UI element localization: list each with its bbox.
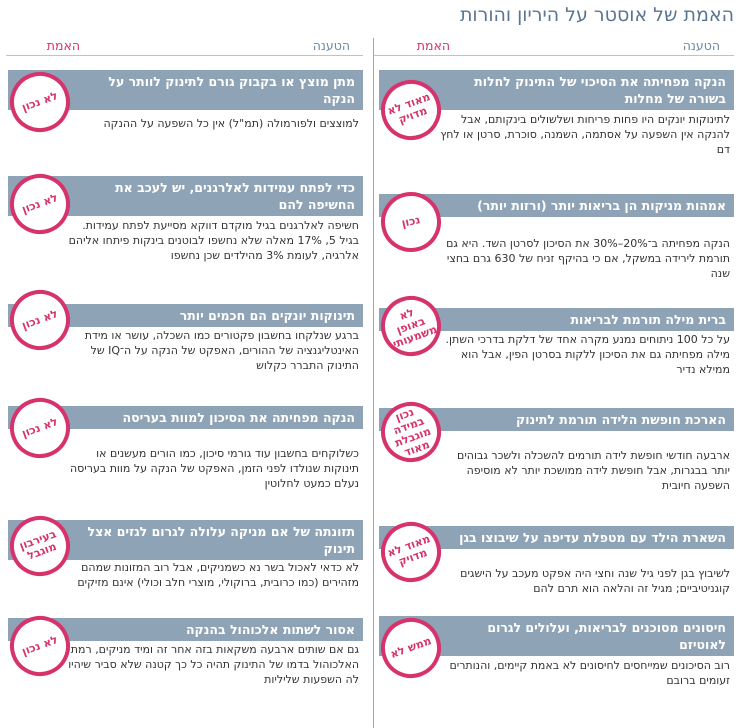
left-truth-header: האמת: [46, 38, 80, 53]
claim-item: [379, 64, 734, 174]
claim-explanation: ארבעה חודשי חופשת לידה תורמים להשכלה ולשכר גבוהים יותר בבגרות, אבל חופשת לידה ממושכת יותר לא מוסיפה השפעה חיובית: [457, 449, 730, 492]
claim-explanation: חשיפה לאלרגנים בגיל מוקדם דווקא מסייעת לפתח עמידות. בגיל 5, 17% מאלה שלא נחשפו לבוטנים בינקות פיתחו אליהם אלרגיה, לעומת 3% מהילדים שכן נחשפו: [68, 219, 359, 262]
left-header-rule: [6, 55, 363, 56]
claim-explanation: לתינוקות יונקים היו פחות פריחות ושלשולים בינקותם, אבל להנקה אין השפעה על אסתמה, השמנה, סוכרת, סרטן או לחץ דם: [440, 113, 730, 156]
claim-heading: הנקה מפחיתה את הסיכון למוות בעריסה: [8, 406, 363, 429]
claim-item: [8, 174, 363, 284]
right-column: [379, 64, 734, 724]
claim-item: [379, 614, 734, 724]
verdict-stamp: לא נכון: [2, 608, 79, 685]
claim-explanation: רוב הסיכונים שמייחסים לחיסונים לא באמת קיימים, והנותרים זעומים ברובם: [449, 659, 730, 687]
verdict-stamp: לא נכון: [2, 282, 79, 359]
claim-item: [8, 504, 363, 614]
claim-item: [379, 504, 734, 614]
claim-item: [379, 394, 734, 504]
verdict-stamp: לא נכון: [2, 166, 79, 243]
claim-explanation: גם אם שותים ארבעה משקאות בזה אחר זה ומיד מניקים, רמת האלכוהול בדמו של התינוק תהיה כל כך קטנה שלא סביר שיהיו לה השפעות שליליות: [68, 643, 359, 686]
claim-heading: אמהות מניקות הן בריאות יותר (ורזות יותר): [379, 194, 734, 217]
right-header-rule: [373, 55, 734, 56]
claim-item: [8, 394, 363, 504]
claim-explanation: ברגע שנלקחו בחשבון פקטורים כמו השכלה, עושר או מידת האינטליגנציה של ההורים, האפקט של הנקה על ה־IQ של התינוק התברר כקלוש: [84, 329, 359, 372]
claim-heading: תינוקות יונקים הם חכמים יותר: [8, 304, 363, 327]
claim-heading: ברית מילה תורמת לבריאות: [379, 308, 734, 331]
claim-explanation: על כל 100 ניתוחים נמנע מקרה אחד של דלקת בדרכי השתן. מילה מפחיתה גם את הסיכון ללקות בסרטן הפין, אבל הוא ממילא נדיר: [445, 333, 730, 376]
verdict-stamp: מאוד לא מדויק: [373, 514, 450, 591]
claim-item: [379, 284, 734, 394]
claim-heading: כדי לפתח עמידות לאלרגנים, יש לעכב את החשיפה להם: [8, 176, 363, 216]
left-column: [8, 64, 363, 724]
claim-explanation: הנקה מפחיתה ב־20%–30% את הסיכון לסרטן השד. היא גם תורמת לירידה במשקל, אם כי בהיקף זניח של 630 גרם בחצי שנה: [446, 237, 730, 280]
claim-heading: הארכת חופשת הלידה תורמת לתינוק: [379, 408, 734, 431]
right-claim-header: הטענה: [682, 38, 720, 53]
claim-explanation: לא כדאי לאכול בשר נא כשמניקים, אבל רוב המזונות שמהם מזהירים (כמו כרובית, ברוקולי, מוצרי חלב וכולי) אינם מזיקים: [77, 561, 359, 589]
claim-heading: מתן מוצץ או בקבוק גורם לתינוק לוותר על הנקה: [8, 70, 363, 110]
claim-heading: אסור לשתות אלכוהול בהנקה: [8, 618, 363, 641]
verdict-stamp: לא נכון: [2, 64, 79, 141]
verdict-stamp: מאוד לא מדויק: [373, 72, 450, 149]
claim-heading: השארת הילד עם מטפלת עדיפה על שיבוצו בגן: [379, 526, 734, 549]
page-title: האמת של אוסטר על היריון והורות: [459, 4, 734, 26]
claim-explanation: למוצצים ולפורמולה (תמ"ל) אין כל השפעה על ההנקה: [103, 117, 359, 130]
claim-item: [379, 174, 734, 284]
left-claim-header: הטענה: [312, 38, 350, 53]
claim-heading: תזונתה של אם מניקה עלולה לגרום לגזים אצל תינוק: [8, 520, 363, 560]
claim-heading: חיסונים מסוכנים לבריאות, ועלולים לגרום לאוטיזם: [379, 616, 734, 656]
claim-explanation: לשיבוץ בגן לפני גיל שנה וחצי היה אפקט מעכב על הישגים קוגניטיביים; מגיל זה והלאה הוא תרם להם: [460, 567, 730, 595]
claim-item: [8, 284, 363, 394]
verdict-stamp: בעירבון מוגבל: [2, 508, 79, 585]
verdict-stamp: נכון: [375, 186, 446, 257]
verdict-stamp: לא באופן משמעותי: [373, 288, 450, 365]
verdict-stamp: נכון במידה מוגבלת מאוד: [373, 394, 450, 471]
claim-item: [8, 64, 363, 174]
verdict-stamp: ממש לא: [373, 610, 450, 687]
right-truth-header: האמת: [416, 38, 450, 53]
verdict-stamp: לא נכון: [2, 390, 79, 467]
claim-heading: הנקה מפחיתה את הסיכוי של התינוק לחלות בשורה של מחלות: [379, 70, 734, 110]
claim-explanation: כשלוקחים בחשבון עוד גורמי סיכון, כמו הורים מעשנים או תינוקות שנולדו לפני הזמן, האפקט של הנקה על מוות בעריסה נעלם כמעט לחלוטין: [69, 447, 359, 490]
column-divider: [373, 38, 374, 728]
claim-item: [8, 614, 363, 724]
